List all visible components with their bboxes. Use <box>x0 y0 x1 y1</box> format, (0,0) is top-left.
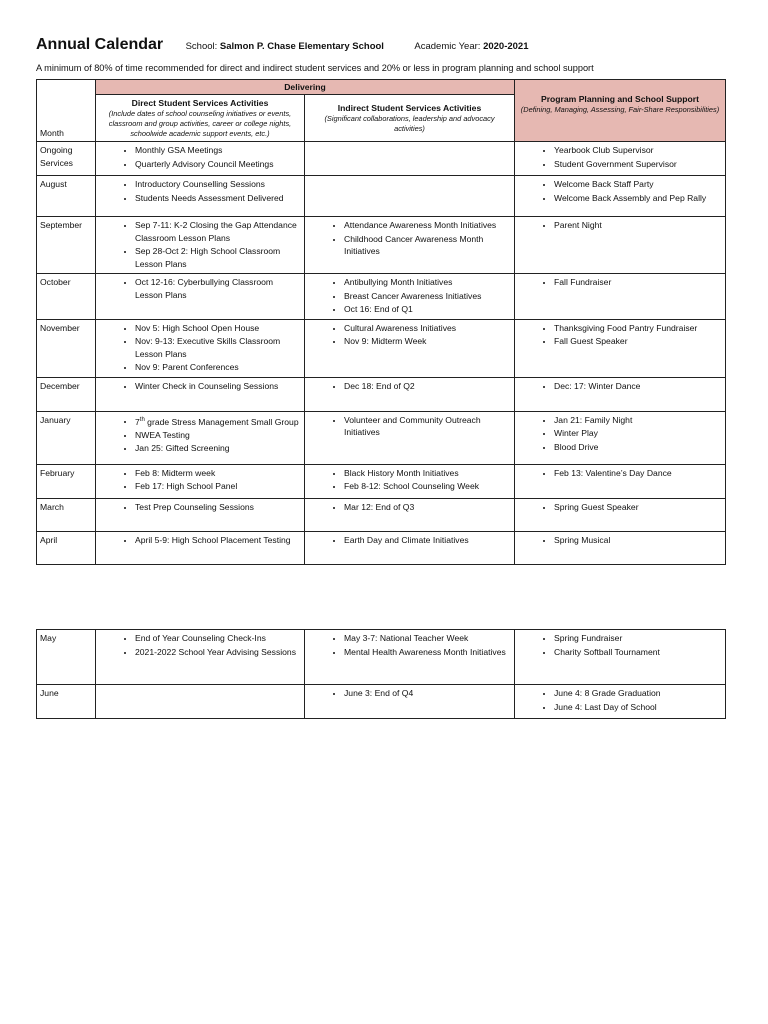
direct-activities-cell <box>96 630 305 685</box>
direct-activity-list <box>99 178 301 204</box>
direct-activities-cell <box>96 217 305 274</box>
activity-item: • Attendance Awareness Month Initiatives <box>344 219 511 232</box>
indirect-activities-cell <box>305 630 515 685</box>
indirect-activity-list <box>308 219 511 258</box>
program-activity-list <box>518 219 722 232</box>
calendar-row <box>37 685 726 719</box>
calendar-row <box>37 531 726 564</box>
calendar-row <box>37 630 726 685</box>
program-activity-list <box>518 687 722 713</box>
activity-text: grade Stress Management Small Group <box>144 416 299 427</box>
activity-item: • Feb 17: High School Panel <box>135 480 301 493</box>
activity-item: • Childhood Cancer Awareness Month Initiatives <box>344 233 511 258</box>
month-cell: September <box>37 217 96 274</box>
activity-item: • Student Government Supervisor <box>554 158 722 171</box>
indirect-activity-list <box>308 276 511 316</box>
program-activity-list <box>518 501 722 514</box>
calendar-row <box>37 176 726 217</box>
month-cell: November <box>37 319 96 377</box>
activity-item: • Oct 12-16: Cyberbullying Classroom Lesson Plans <box>135 276 301 301</box>
indirect-activities-cell <box>305 498 515 531</box>
activity-item: • Winter Play <box>554 427 722 440</box>
direct-activities-cell <box>96 377 305 411</box>
document-header <box>36 36 555 54</box>
activity-item: • Charity Softball Tournament <box>554 646 722 659</box>
program-activity-list <box>518 178 722 204</box>
activity-item: • Winter Check in Counseling Sessions <box>135 380 301 393</box>
direct-services-description: (Include dates of school counseling initiatives or events, classroom and group activities, career or college nights, schoolwide academic support events, etc.) <box>108 109 292 138</box>
direct-activity-list <box>99 380 301 393</box>
indirect-activity-list <box>308 632 511 658</box>
calendar-row <box>37 377 726 411</box>
activity-item: • Students Needs Assessment Delivered <box>135 192 301 205</box>
program-planning-description: (Defining, Managing, Assessing, Fair-Share Responsibilities) <box>520 105 720 114</box>
indirect-activities-cell <box>305 377 515 411</box>
month-cell: Ongoing Services <box>37 142 96 176</box>
activity-item: • Dec 18: End of Q2 <box>344 380 511 393</box>
direct-activities-cell <box>96 685 305 719</box>
direct-activities-cell <box>96 319 305 377</box>
activity-item <box>135 414 301 428</box>
program-activity-list <box>518 467 722 480</box>
month-cell: May <box>37 630 96 685</box>
time-recommendation-note: A minimum of 80% of time recommended for direct and indirect student services and 20% or less in program planning and school support <box>36 63 594 73</box>
school-name: Salmon P. Chase Elementary School <box>219 41 384 52</box>
activity-item: • Jan 25: Gifted Screening <box>135 442 301 455</box>
calendar-row <box>37 498 726 531</box>
indirect-activities-cell <box>305 217 515 274</box>
direct-activity-list <box>99 501 301 514</box>
direct-activities-cell <box>96 142 305 176</box>
activity-item: • Black History Month Initiatives <box>344 467 511 480</box>
activity-item: • Spring Guest Speaker <box>554 501 722 514</box>
indirect-activity-list <box>308 534 511 547</box>
indirect-activity-list <box>308 322 511 348</box>
indirect-activity-list <box>308 501 511 514</box>
month-cell: February <box>37 464 96 498</box>
activity-item: • Yearbook Club Supervisor <box>554 144 722 157</box>
calendar-row <box>37 319 726 377</box>
direct-activity-list <box>99 322 301 374</box>
activity-item: • Parent Night <box>554 219 722 232</box>
direct-activity-list <box>99 534 301 547</box>
year-value: 2020-2021 <box>483 41 529 52</box>
program-activities-cell <box>515 176 726 217</box>
activity-item: • Nov 5: High School Open House <box>135 322 301 335</box>
activity-item: • June 3: End of Q4 <box>344 687 511 700</box>
activity-item: • Spring Musical <box>554 534 722 547</box>
direct-activity-list <box>99 276 301 301</box>
direct-activity-list <box>99 144 301 170</box>
activity-item: • June 4: Last Day of School <box>554 701 722 714</box>
year-label: Academic Year: <box>414 41 481 52</box>
activity-item: • Introductory Counselling Sessions <box>135 178 301 191</box>
indirect-activities-cell <box>305 142 515 176</box>
activity-item: • Nov 9: Midterm Week <box>344 335 511 348</box>
indirect-activities-cell <box>305 531 515 564</box>
activity-item: • Dec: 17: Winter Dance <box>554 380 722 393</box>
activity-item: • Fall Guest Speaker <box>554 335 722 348</box>
indirect-activities-cell <box>305 176 515 217</box>
activity-item: • Oct 16: End of Q1 <box>344 303 511 316</box>
page-title: Annual Calendar <box>36 36 164 53</box>
activity-item: • Feb 8: Midterm week <box>135 467 301 480</box>
activity-item: • NWEA Testing <box>135 429 301 442</box>
direct-activity-list <box>99 467 301 493</box>
activity-item: • Sep 28-Oct 2: High School Classroom Lesson Plans <box>135 245 301 270</box>
activity-item: • Earth Day and Climate Initiatives <box>344 534 511 547</box>
activity-item: • Cultural Awareness Initiatives <box>344 322 511 335</box>
ordinal-suffix: th <box>139 416 145 423</box>
activity-item: • Thanksgiving Food Pantry Fundraiser <box>554 322 722 335</box>
program-activity-list <box>518 380 722 393</box>
indirect-activities-cell <box>305 274 515 320</box>
activity-item: • Welcome Back Staff Party <box>554 178 722 191</box>
calendar-row <box>37 142 726 176</box>
indirect-activities-cell <box>305 411 515 464</box>
program-activities-cell <box>515 498 726 531</box>
program-activity-list <box>518 276 722 289</box>
calendar-table <box>36 79 726 565</box>
program-activities-cell <box>515 464 726 498</box>
school-label: School: <box>185 41 218 52</box>
activity-item: • 2021-2022 School Year Advising Sessions <box>135 646 301 659</box>
direct-activities-cell <box>96 176 305 217</box>
program-activities-cell <box>515 217 726 274</box>
program-activity-list <box>518 322 722 348</box>
indirect-activity-list <box>308 414 511 439</box>
activity-item: • Blood Drive <box>554 441 722 454</box>
activity-item: • Test Prep Counseling Sessions <box>135 501 301 514</box>
activity-item: • Sep 7-11: K-2 Closing the Gap Attendance Classroom Lesson Plans <box>135 219 301 244</box>
activity-item: • Nov 9: Parent Conferences <box>135 361 301 374</box>
program-activities-cell <box>515 685 726 719</box>
program-activities-cell <box>515 531 726 564</box>
program-activities-cell <box>515 274 726 320</box>
month-cell: October <box>37 274 96 320</box>
indirect-services-header <box>305 95 515 142</box>
month-cell: January <box>37 411 96 464</box>
program-activities-cell <box>515 377 726 411</box>
direct-activity-list <box>99 632 301 658</box>
indirect-activity-list <box>308 467 511 493</box>
program-activity-list <box>518 414 722 454</box>
activity-item: • Feb 13: Valentine’s Day Dance <box>554 467 722 480</box>
indirect-activity-list <box>308 380 511 393</box>
activity-item: • Monthly GSA Meetings <box>135 144 301 157</box>
direct-activities-cell <box>96 498 305 531</box>
direct-services-header <box>96 95 305 142</box>
direct-activity-list <box>99 414 301 455</box>
month-cell: April <box>37 531 96 564</box>
month-cell: August <box>37 176 96 217</box>
month-cell: March <box>37 498 96 531</box>
activity-item: • Breast Cancer Awareness Initiatives <box>344 290 511 303</box>
activity-item: • Spring Fundraiser <box>554 632 722 645</box>
indirect-activities-cell <box>305 319 515 377</box>
activity-item: • Quarterly Advisory Council Meetings <box>135 158 301 171</box>
calendar-table-continued <box>36 629 726 719</box>
program-activity-list <box>518 534 722 547</box>
activity-item: • Nov: 9-13: Executive Skills Classroom Lesson Plans <box>135 335 301 360</box>
program-planning-header <box>515 80 726 142</box>
program-activities-cell <box>515 142 726 176</box>
indirect-services-description: (Significant collaborations, leadership and advocacy activities) <box>324 114 495 133</box>
activity-item: • June 4: 8 Grade Graduation <box>554 687 722 700</box>
program-activity-list <box>518 632 722 658</box>
calendar-row <box>37 464 726 498</box>
activity-item: • April 5-9: High School Placement Testing <box>135 534 301 547</box>
calendar-row <box>37 217 726 274</box>
program-activities-cell <box>515 319 726 377</box>
direct-activities-cell <box>96 411 305 464</box>
program-activities-cell <box>515 630 726 685</box>
program-activity-list <box>518 144 722 170</box>
activity-item: • Feb 8-12: School Counseling Week <box>344 480 511 493</box>
direct-activities-cell <box>96 274 305 320</box>
activity-item: • Antibullying Month Initiatives <box>344 276 511 289</box>
month-cell: June <box>37 685 96 719</box>
activity-item: • Volunteer and Community Outreach Initiatives <box>344 414 511 439</box>
indirect-activities-cell <box>305 464 515 498</box>
school-info <box>186 41 384 52</box>
activity-item: • May 3-7: National Teacher Week <box>344 632 511 645</box>
calendar-row <box>37 274 726 320</box>
activity-item: • Mar 12: End of Q3 <box>344 501 511 514</box>
indirect-activity-list <box>308 687 511 700</box>
activity-text: 7 <box>135 416 140 427</box>
delivering-header: Delivering <box>96 80 515 95</box>
direct-activity-list <box>99 219 301 270</box>
activity-item: • Fall Fundraiser <box>554 276 722 289</box>
program-planning-title: Program Planning and School Support <box>540 94 700 104</box>
direct-activities-cell <box>96 531 305 564</box>
activity-item: • Welcome Back Assembly and Pep Rally <box>554 192 722 205</box>
academic-year-info <box>414 41 528 52</box>
indirect-activities-cell <box>305 685 515 719</box>
indirect-services-title: Indirect Student Services Activities <box>337 103 482 113</box>
activity-item: • End of Year Counseling Check-Ins <box>135 632 301 645</box>
direct-activities-cell <box>96 464 305 498</box>
activity-item: • Jan 21: Family Night <box>554 414 722 427</box>
activity-item: • Mental Health Awareness Month Initiatives <box>344 646 511 659</box>
month-column-header: Month <box>37 80 96 142</box>
calendar-row <box>37 411 726 464</box>
month-cell: December <box>37 377 96 411</box>
direct-services-title: Direct Student Services Activities <box>131 98 269 108</box>
program-activities-cell <box>515 411 726 464</box>
